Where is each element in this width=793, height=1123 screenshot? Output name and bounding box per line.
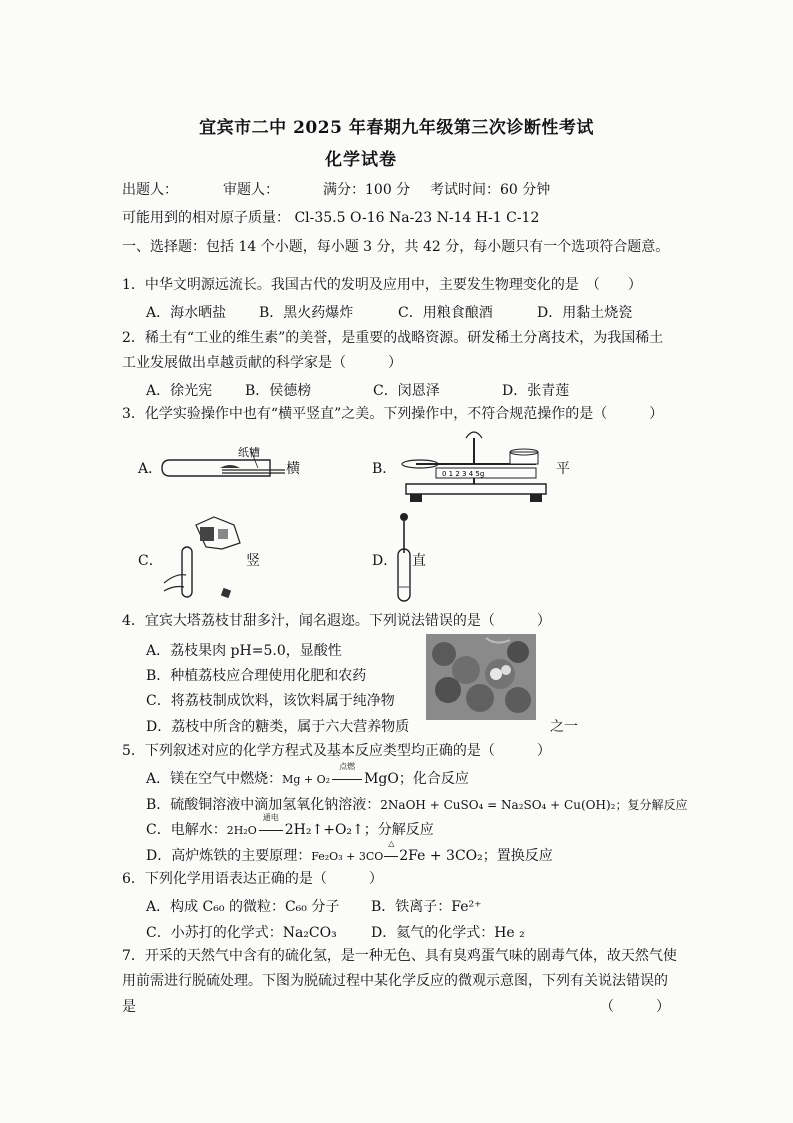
q5-option-d-eq-right: 2Fe + 3CO₂；置换反应 <box>399 848 553 864</box>
q5-option-b-text: B．硫酸铜溶液中滴加氢氧化钠溶液： <box>146 797 381 813</box>
q3-option-c-letter[interactable]: C． <box>138 553 163 569</box>
q2-stem-line1: 2．稀土有“工业的维生素”的美誉，是重要的战略资源。研发稀土分离技术，为我国稀土 <box>122 330 664 346</box>
q2-option-c[interactable]: C．闵恩泽 <box>373 383 440 399</box>
exam-subject: 化学试卷 <box>325 150 397 170</box>
q2-option-d[interactable]: D．张青莲 <box>502 383 570 399</box>
q3-option-b-word: 平 <box>556 461 570 477</box>
q3-stem: 3．化学实验操作中也有“横平竖直”之美。下列操作中，不符合规范操作的是（ ） <box>122 406 664 422</box>
q5-option-d-text: D．高炉炼铁的主要原理： <box>146 848 312 864</box>
dropper-test-tube-figure <box>392 513 416 605</box>
q4-option-c[interactable]: C．将荔枝制成饮料，该饮料属于纯净物 <box>146 693 395 709</box>
q7-line2: 用前需进行脱硫处理。下图为脱硫过程中某化学反应的微观示意图，下列有关说法错误的 <box>122 973 668 989</box>
q6-stem: 6．下列化学用语表达正确的是（ ） <box>122 871 383 887</box>
q4-option-d-tail: 之一 <box>550 719 578 735</box>
q7-line3: 是 <box>122 999 136 1015</box>
exam-title: 宜宾市二中 2025 年春期九年级第三次诊断性考试 <box>199 118 594 138</box>
q2-option-b[interactable]: B．侯德榜 <box>245 383 312 399</box>
q1-option-a[interactable]: A．海水晒盐 <box>146 305 227 321</box>
q4-option-d[interactable]: D．荔枝中所含的糖类，属于六大营养物质 <box>146 719 410 735</box>
q3-option-d-letter[interactable]: D． <box>372 553 398 569</box>
q5-option-a-text: A．镁在空气中燃烧： <box>146 771 283 787</box>
q3-option-c-word: 竖 <box>246 553 260 569</box>
section-heading: 一、选择题：包括 14 个小题，每小题 3 分，共 42 分，每小题只有一个选项符合题意。 <box>122 239 670 255</box>
exam-time: 考试时间：60 分钟 <box>430 182 551 198</box>
q3-option-b-letter[interactable]: B． <box>372 461 397 477</box>
q4-option-b[interactable]: B．种植荔枝应合理使用化肥和农药 <box>146 668 367 684</box>
q7-answer-bracket: （ ） <box>600 999 670 1015</box>
q5-option-d-condition: △ <box>388 839 395 848</box>
q5-option-a-eq-right: MgO；化合反应 <box>364 771 469 787</box>
q5-option-c-eq-left: 2H₂O <box>226 824 257 837</box>
q1-stem: 1．中华文明源远流长。我国古代的发明及应用中，主要发生物理变化的是 （ ） <box>122 277 642 293</box>
q1-option-d[interactable]: D．用黏土烧瓷 <box>537 305 633 321</box>
q5-option-a[interactable] <box>146 762 469 788</box>
q3-option-a-word: 横 <box>286 461 300 477</box>
q5-option-c-condition: 通电 <box>262 813 279 822</box>
q5-option-a-condition: 点燃 <box>339 762 356 771</box>
q5-option-d-eq-left: Fe₂O₃ + 3CO <box>311 850 384 863</box>
q5-option-c[interactable] <box>146 813 434 839</box>
q6-option-a[interactable]: A．构成 C₆₀ 的微粒：C₆₀ 分子 <box>146 899 340 915</box>
horizontal-test-tube-figure <box>160 444 290 494</box>
q5-option-a-eq-left: Mg + O₂ <box>282 773 331 786</box>
balance-scale-figure <box>396 424 556 508</box>
q3-option-d-word: 直 <box>412 553 426 569</box>
q1-option-b[interactable]: B．黑火药爆炸 <box>259 305 354 321</box>
paper-trough-label: 纸槽 <box>238 446 260 459</box>
q5-option-b-equation: 2NaOH + CuSO₄ = Na₂SO₄ + Cu(OH)₂；复分解反应 <box>380 798 688 812</box>
atomic-masses: 可能用到的相对原子质量： Cl-35.5 O-16 Na-23 N-14 H-1 C-12 <box>122 210 540 226</box>
q4-stem: 4．宜宾大塔荔枝甘甜多汁，闻名遐迩。下列说法错误的是（ ） <box>122 613 551 629</box>
q4-option-a[interactable]: A．荔枝果肉 pH=5.0，显酸性 <box>146 643 342 659</box>
q6-option-d[interactable]: D．氦气的化学式：He ₂ <box>371 925 525 941</box>
vertical-test-tube-solid-figure <box>156 513 248 603</box>
lychee-photo <box>426 634 536 720</box>
q5-option-d[interactable] <box>146 839 553 865</box>
svg-text:0 1 2 3 4 5g: 0 1 2 3 4 5g <box>442 470 485 478</box>
q7-line1: 7．开采的天然气中含有的硫化氢，是一种无色、具有臭鸡蛋气味的剧毒气体，故天然气使 <box>122 948 677 964</box>
q2-option-a[interactable]: A．徐光宪 <box>146 383 213 399</box>
q5-stem: 5．下列叙述对应的化学方程式及基本反应类型均正确的是（ ） <box>122 743 551 759</box>
q5-option-c-eq-right: 2H₂↑+O₂↑；分解反应 <box>284 822 434 838</box>
q1-option-c[interactable]: C．用粮食酿酒 <box>398 305 493 321</box>
reviewer-label: 审题人： <box>223 182 279 198</box>
full-score: 满分：100 分 <box>323 182 411 198</box>
q6-option-c[interactable]: C．小苏打的化学式：Na₂CO₃ <box>146 925 337 941</box>
q2-stem-line2: 工业发展做出卓越贡献的科学家是（ ） <box>122 355 402 371</box>
q5-option-c-text: C．电解水： <box>146 822 227 838</box>
q3-option-a-letter[interactable]: A． <box>138 461 163 477</box>
q5-option-b[interactable] <box>146 794 687 814</box>
q6-option-b[interactable]: B．铁离子：Fe²⁺ <box>371 899 482 915</box>
setter-label: 出题人： <box>122 182 178 198</box>
